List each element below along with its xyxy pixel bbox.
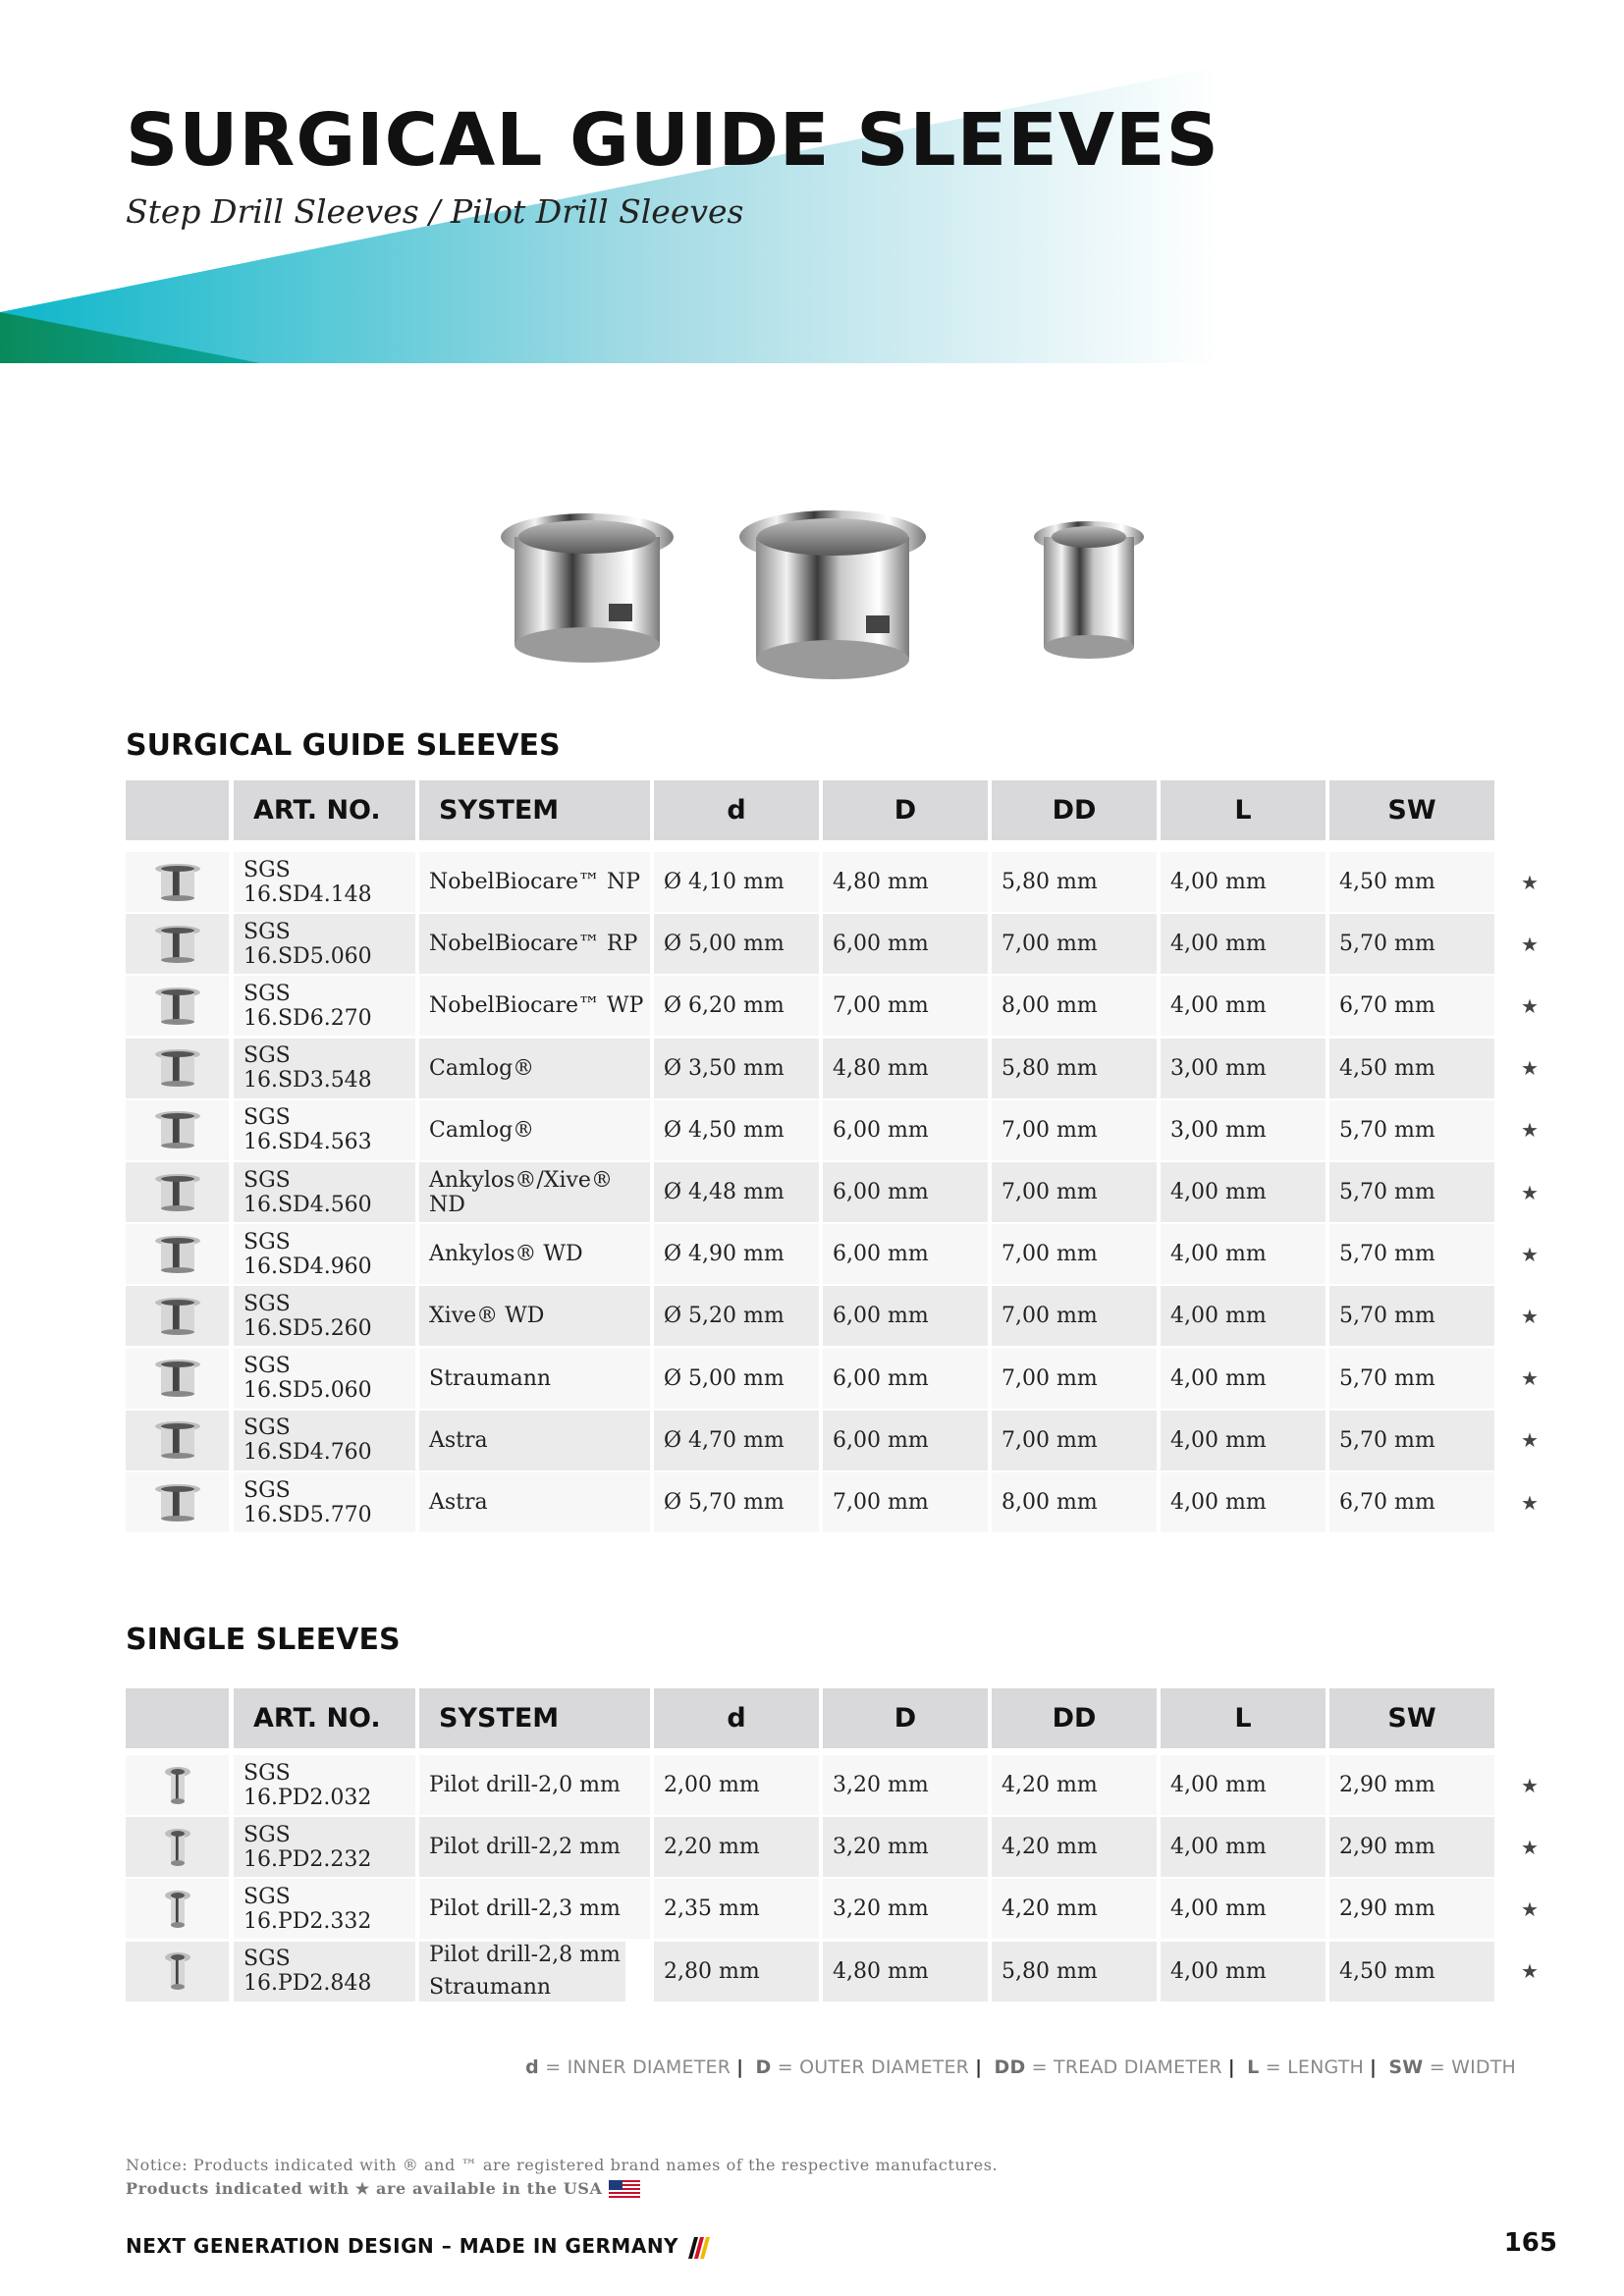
cell-l: 4,00 mm: [1161, 1162, 1326, 1222]
cell-thumbnail: [126, 1411, 229, 1470]
cell-sw: 4,50 mm: [1329, 1942, 1494, 2002]
usa-availability-star-icon: ★: [1521, 1366, 1539, 1391]
usa-availability-star-icon: ★: [1521, 1180, 1539, 1204]
cell-sw: 5,70 mm: [1329, 914, 1494, 974]
cell-thumbnail: [126, 1472, 229, 1532]
cell-d: 2,20 mm: [654, 1817, 819, 1877]
cell-system: Xive® WD: [419, 1286, 650, 1346]
table-row: [126, 1879, 1559, 1939]
table-row: [126, 1162, 1559, 1222]
cell-system: Pilot drill-2,3 mm: [419, 1879, 650, 1939]
cell-d: 6,00 mm: [823, 1224, 988, 1284]
cell-d: 4,80 mm: [823, 1039, 988, 1098]
usa-availability-star-icon: ★: [1521, 1304, 1539, 1328]
table-header-row: [126, 780, 1500, 840]
table-row: [126, 1755, 1559, 1815]
cell-sw: 2,90 mm: [1329, 1879, 1494, 1939]
cell-thumbnail: [126, 1755, 229, 1815]
cell-thumbnail: [126, 1162, 229, 1222]
usa-availability-star-icon: ★: [1521, 993, 1539, 1018]
notice: [126, 2154, 998, 2201]
cell-l: 3,00 mm: [1161, 1100, 1326, 1160]
usa-availability-star-icon: ★: [1521, 1896, 1539, 1921]
cell-dd: 4,20 mm: [992, 1879, 1157, 1939]
cell-thumbnail: [126, 852, 229, 912]
usa-availability-star-icon: ★: [1521, 1242, 1539, 1266]
page-subtitle: Step Drill Sleeves / Pilot Drill Sleeves: [126, 192, 744, 231]
sleeve-thumbnail-icon: [152, 1481, 203, 1524]
tricolor-slashes-icon: [684, 2237, 710, 2259]
table-row: [126, 1349, 1559, 1409]
cell-sw: 5,70 mm: [1329, 1100, 1494, 1160]
cell-d: 6,00 mm: [823, 1349, 988, 1409]
sleeve-thumbnail-icon: [152, 1046, 203, 1090]
cell-sw: 6,70 mm: [1329, 976, 1494, 1036]
legend-key-d: d: [525, 2056, 539, 2078]
cell-dd: 7,00 mm: [992, 914, 1157, 974]
table-row: [126, 976, 1559, 1036]
cell-dd: 7,00 mm: [992, 1286, 1157, 1346]
notice-line-2: Products indicated with ★ are available in the USA: [126, 2179, 603, 2198]
cell-thumbnail: [126, 1817, 229, 1877]
cell-sw: 2,90 mm: [1329, 1817, 1494, 1877]
cell-d: Ø 4,50 mm: [654, 1100, 819, 1160]
cell-art: SGS 16.SD5.260: [234, 1286, 415, 1346]
cell-d: Ø 5,00 mm: [654, 914, 819, 974]
header-cell-system: SYSTEM: [419, 780, 650, 840]
header-cell-l: L: [1161, 1688, 1326, 1748]
cell-l: 4,00 mm: [1161, 1942, 1326, 2002]
cell-d: 6,00 mm: [823, 1286, 988, 1346]
page-title: SURGICAL GUIDE SLEEVES: [126, 98, 1219, 183]
sleeve-large: [739, 510, 926, 679]
header-cell-sw: SW: [1329, 780, 1494, 840]
single-sleeves-table: [126, 1688, 1559, 2002]
cell-d: 6,00 mm: [823, 1411, 988, 1470]
cell-d: Ø 4,10 mm: [654, 852, 819, 912]
header-cell-d: D: [823, 1688, 988, 1748]
table-row: [126, 1472, 1559, 1532]
notice-line-1: Notice: Products indicated with ® and ™ are registered brand names of the respective manufactures.: [126, 2156, 999, 2174]
cell-sw: 5,70 mm: [1329, 1349, 1494, 1409]
cell-system: Camlog®: [419, 1039, 650, 1098]
legend-text-d: INNER DIAMETER: [567, 2056, 731, 2078]
cell-d: 7,00 mm: [823, 976, 988, 1036]
table-row: [126, 1817, 1559, 1877]
cell-art: SGS 16.SD4.960: [234, 1224, 415, 1284]
usa-availability-star-icon: ★: [1521, 932, 1539, 956]
cell-system: Ankylos® WD: [419, 1224, 650, 1284]
header-cell-d: D: [823, 780, 988, 840]
cell-art: SGS 16.SD4.148: [234, 852, 415, 912]
header-cell-artno: ART. NO.: [234, 1688, 415, 1748]
cell-l: 4,00 mm: [1161, 976, 1326, 1036]
cell-d: Ø 5,20 mm: [654, 1286, 819, 1346]
cell-l: 4,00 mm: [1161, 1286, 1326, 1346]
cell-system: NobelBiocare™ WP: [419, 976, 650, 1036]
cell-dd: 8,00 mm: [992, 976, 1157, 1036]
cell-system: Ankylos®/Xive® ND: [419, 1162, 650, 1222]
cell-d: 2,00 mm: [654, 1755, 819, 1815]
sleeve-small: [1034, 521, 1144, 659]
table-row: [126, 1411, 1559, 1470]
cell-art: SGS 16.SD4.560: [234, 1162, 415, 1222]
cell-thumbnail: [126, 1100, 229, 1160]
sleeve-medium: [501, 513, 674, 663]
cell-system: Pilot drill-2,8 mm Straumann: [419, 1942, 625, 2002]
cell-sw: 6,70 mm: [1329, 1472, 1494, 1532]
cell-thumbnail: [126, 976, 229, 1036]
cell-l: 4,00 mm: [1161, 1224, 1326, 1284]
cell-d: 6,00 mm: [823, 914, 988, 974]
cell-dd: 4,20 mm: [992, 1817, 1157, 1877]
sleeve-thumbnail-icon: [152, 1357, 203, 1400]
cell-sw: 5,70 mm: [1329, 1162, 1494, 1222]
table-row: [126, 1224, 1559, 1284]
legend-key-DD: DD: [994, 2056, 1026, 2078]
sleeve-thumbnail-icon: [152, 1888, 203, 1931]
surgical-guide-sleeves-table: [126, 780, 1559, 1536]
sleeve-thumbnail-icon: [152, 1233, 203, 1276]
cell-d: Ø 5,70 mm: [654, 1472, 819, 1532]
cell-l: 3,00 mm: [1161, 1039, 1326, 1098]
cell-d: Ø 4,70 mm: [654, 1411, 819, 1470]
cell-d: 2,80 mm: [654, 1942, 819, 2002]
legend-text-L: LENGTH: [1287, 2056, 1365, 2078]
cell-d: 2,35 mm: [654, 1879, 819, 1939]
table-row: [126, 1100, 1559, 1160]
cell-l: 4,00 mm: [1161, 1817, 1326, 1877]
cell-dd: 5,80 mm: [992, 1942, 1157, 2002]
cell-system: Pilot drill-2,2 mm: [419, 1817, 650, 1877]
header-cell-blank: [126, 1688, 229, 1748]
sleeve-thumbnail-icon: [152, 1171, 203, 1214]
cell-dd: 4,20 mm: [992, 1755, 1157, 1815]
cell-d: Ø 5,00 mm: [654, 1349, 819, 1409]
page-number: 165: [1503, 2228, 1557, 2258]
usa-flag-icon: [609, 2180, 640, 2200]
sleeve-thumbnail-icon: [152, 923, 203, 966]
cell-thumbnail: [126, 914, 229, 974]
cell-l: 4,00 mm: [1161, 1349, 1326, 1409]
table-header-row: [126, 1688, 1500, 1748]
cell-art: SGS 16.PD2.332: [234, 1879, 415, 1939]
header-cell-blank: [126, 780, 229, 840]
usa-availability-star-icon: ★: [1521, 1428, 1539, 1453]
cell-sw: 2,90 mm: [1329, 1755, 1494, 1815]
cell-d: Ø 4,48 mm: [654, 1162, 819, 1222]
cell-d: 3,20 mm: [823, 1755, 988, 1815]
header-cell-dd: DD: [992, 780, 1157, 840]
cell-art: SGS 16.SD3.548: [234, 1039, 415, 1098]
cell-dd: 7,00 mm: [992, 1100, 1157, 1160]
cell-d: Ø 3,50 mm: [654, 1039, 819, 1098]
cell-art: SGS 16.SD4.563: [234, 1100, 415, 1160]
cell-art: SGS 16.PD2.032: [234, 1755, 415, 1815]
cell-d: 6,00 mm: [823, 1100, 988, 1160]
cell-d: Ø 4,90 mm: [654, 1224, 819, 1284]
table-row: [126, 1286, 1559, 1346]
sleeve-thumbnail-icon: [152, 1764, 203, 1807]
cell-d: Ø 6,20 mm: [654, 976, 819, 1036]
cell-d: 6,00 mm: [823, 1162, 988, 1222]
cell-sw: 5,70 mm: [1329, 1224, 1494, 1284]
cell-art: SGS 16.SD6.270: [234, 976, 415, 1036]
legend-key-SW: SW: [1388, 2056, 1424, 2078]
cell-l: 4,00 mm: [1161, 1472, 1326, 1532]
sleeve-thumbnail-icon: [152, 985, 203, 1028]
cell-art: SGS 16.SD4.760: [234, 1411, 415, 1470]
cell-sw: 5,70 mm: [1329, 1411, 1494, 1470]
sleeve-thumbnail-icon: [152, 1418, 203, 1462]
cell-l: 4,00 mm: [1161, 1755, 1326, 1815]
table-row: [126, 1039, 1559, 1098]
cell-art: SGS 16.SD5.060: [234, 914, 415, 974]
usa-availability-star-icon: ★: [1521, 1959, 1539, 1984]
usa-availability-star-icon: ★: [1521, 1773, 1539, 1797]
usa-availability-star-icon: ★: [1521, 1835, 1539, 1859]
cell-thumbnail: [126, 1039, 229, 1098]
cell-dd: 7,00 mm: [992, 1224, 1157, 1284]
header-cell-dd: DD: [992, 1688, 1157, 1748]
legend-text-DD: TREAD DIAMETER: [1054, 2056, 1222, 2078]
sleeves-product-image: [501, 486, 1188, 712]
cell-system: Straumann: [419, 1349, 650, 1409]
table-row: [126, 1942, 1559, 2002]
header-cell-l: L: [1161, 780, 1326, 840]
usa-availability-star-icon: ★: [1521, 1490, 1539, 1515]
cell-art: SGS 16.PD2.232: [234, 1817, 415, 1877]
cell-system: Astra: [419, 1472, 650, 1532]
header-cell-d: d: [654, 1688, 819, 1748]
section-title-surgical: SURGICAL GUIDE SLEEVES: [126, 728, 561, 763]
legend-key-L: L: [1247, 2056, 1260, 2078]
table-row: [126, 852, 1559, 912]
sleeve-thumbnail-icon: [152, 1949, 203, 1993]
cell-dd: 8,00 mm: [992, 1472, 1157, 1532]
sleeve-thumbnail-icon: [152, 1108, 203, 1151]
cell-thumbnail: [126, 1942, 229, 2002]
cell-l: 4,00 mm: [1161, 1411, 1326, 1470]
cell-d: 7,00 mm: [823, 1472, 988, 1532]
header-cell-sw: SW: [1329, 1688, 1494, 1748]
cell-d: 4,80 mm: [823, 852, 988, 912]
cell-d: 3,20 mm: [823, 1817, 988, 1877]
cell-art: SGS 16.SD5.770: [234, 1472, 415, 1532]
cell-d: 3,20 mm: [823, 1879, 988, 1939]
table-row: [126, 914, 1559, 974]
cell-thumbnail: [126, 1224, 229, 1284]
sleeve-thumbnail-icon: [152, 1295, 203, 1338]
cell-art: SGS 16.PD2.848: [234, 1942, 415, 2002]
cell-system: NobelBiocare™ NP: [419, 852, 650, 912]
cell-thumbnail: [126, 1879, 229, 1939]
cell-dd: 7,00 mm: [992, 1411, 1157, 1470]
footer-tagline-text: NEXT GENERATION DESIGN – MADE IN GERMANY: [126, 2234, 679, 2258]
cell-thumbnail: [126, 1286, 229, 1346]
sleeve-thumbnail-icon: [152, 861, 203, 904]
header-cell-d: d: [654, 780, 819, 840]
cell-sw: 5,70 mm: [1329, 1286, 1494, 1346]
usa-availability-star-icon: ★: [1521, 1056, 1539, 1081]
cell-dd: 5,80 mm: [992, 1039, 1157, 1098]
cell-system: Astra: [419, 1411, 650, 1470]
cell-dd: 5,80 mm: [992, 852, 1157, 912]
cell-system: Pilot drill-2,0 mm: [419, 1755, 650, 1815]
cell-sw: 4,50 mm: [1329, 1039, 1494, 1098]
legend-key-D: D: [755, 2056, 772, 2078]
cell-sw: 4,50 mm: [1329, 852, 1494, 912]
cell-art: SGS 16.SD5.060: [234, 1349, 415, 1409]
dimension-legend: d = INNER DIAMETER | D = OUTER DIAMETER | DD = TREAD DIAMETER | L = LENGTH | SW = WIDTH: [525, 2056, 1516, 2078]
header-cell-system: SYSTEM: [419, 1688, 650, 1748]
cell-l: 4,00 mm: [1161, 852, 1326, 912]
cell-l: 4,00 mm: [1161, 1879, 1326, 1939]
legend-text-SW: WIDTH: [1451, 2056, 1516, 2078]
cell-thumbnail: [126, 1349, 229, 1409]
cell-system: Camlog®: [419, 1100, 650, 1160]
cell-dd: 7,00 mm: [992, 1162, 1157, 1222]
usa-availability-star-icon: ★: [1521, 870, 1539, 894]
legend-text-D: OUTER DIAMETER: [799, 2056, 970, 2078]
cell-system: NobelBiocare™ RP: [419, 914, 650, 974]
header-cell-artno: ART. NO.: [234, 780, 415, 840]
footer-tagline: [126, 2234, 710, 2259]
cell-d: 4,80 mm: [823, 1942, 988, 2002]
usa-availability-star-icon: ★: [1521, 1118, 1539, 1143]
cell-l: 4,00 mm: [1161, 914, 1326, 974]
section-title-single: SINGLE SLEEVES: [126, 1623, 401, 1657]
sleeve-thumbnail-icon: [152, 1826, 203, 1869]
cell-dd: 7,00 mm: [992, 1349, 1157, 1409]
